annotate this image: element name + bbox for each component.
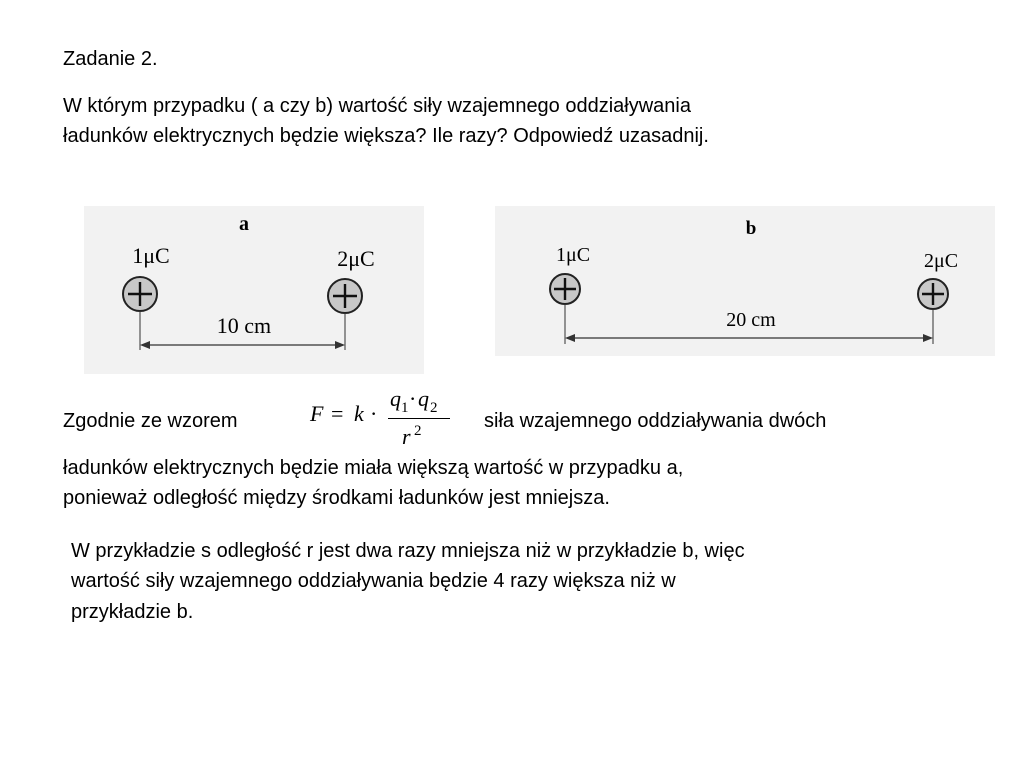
- formula-fraction-bar: [388, 418, 450, 419]
- figure-b-charge-2-label: 2μC: [923, 250, 959, 272]
- figure-a-charge-1: [123, 277, 157, 311]
- figure-b-label: b: [745, 218, 757, 239]
- answer-tail: siła wzajemnego oddziaływania dwóch: [484, 410, 827, 432]
- answer-lead: Zgodnie ze wzorem: [63, 410, 238, 432]
- figure-b-distance-label: 20 cm: [726, 309, 776, 331]
- formula-equals: =: [331, 401, 344, 426]
- formula-dot: ·: [370, 401, 378, 426]
- coulomb-formula: [306, 388, 456, 452]
- conclusion-line-3: przykładzie b.: [71, 601, 194, 623]
- figure-b-charge-1: [550, 274, 580, 304]
- formula-q1: q: [390, 386, 401, 411]
- question-line-1: W którym przypadku ( a czy b) wartość siły wzajemnego oddziaływania: [63, 95, 691, 117]
- figure-a-charge-1-label: 1μC: [132, 243, 170, 268]
- conclusion-line-1: W przykładzie s odległość r jest dwa razy mniejsza niż w przykładzie b, więc: [71, 540, 745, 562]
- task-title: Zadanie 2.: [63, 48, 158, 70]
- formula-q2-subscript: 2: [430, 400, 438, 416]
- formula-force: F: [310, 401, 324, 426]
- formula-product-dot: ·: [409, 386, 417, 411]
- figure-a: [84, 206, 424, 374]
- figure-a-label: a: [239, 213, 249, 235]
- answer-line-3: ponieważ odległość między środkami ładunków jest mniejsza.: [63, 487, 610, 509]
- formula-r-exponent: 2: [414, 423, 422, 439]
- question-line-2: ładunków elektrycznych będzie większa? Ile razy? Odpowiedź uzasadnij.: [63, 125, 709, 147]
- formula-r: r: [402, 424, 411, 449]
- figure-a-charge-2-label: 2μC: [337, 246, 375, 271]
- formula-q1-subscript: 1: [401, 400, 409, 416]
- conclusion-line-2: wartość siły wzajemnego oddziaływania będzie 4 razy większa niż w: [71, 570, 676, 592]
- figure-b-charge-1-label: 1μC: [555, 244, 591, 266]
- figure-a-charge-2: [328, 279, 362, 313]
- formula-k: k: [354, 401, 364, 426]
- figure-b-charge-2: [918, 279, 948, 309]
- formula-q2: q: [418, 386, 429, 411]
- answer-line-2: ładunków elektrycznych będzie miała większą wartość w przypadku a,: [63, 457, 684, 479]
- figure-a-distance-label: 10 cm: [216, 313, 272, 338]
- figure-b: [495, 206, 995, 356]
